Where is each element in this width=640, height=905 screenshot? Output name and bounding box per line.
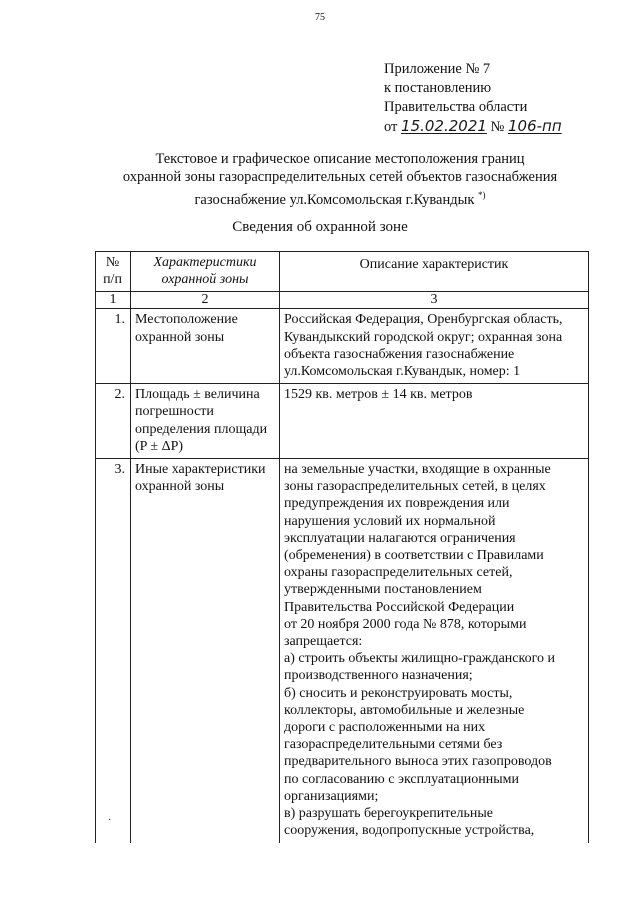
protected-zone-table [95, 251, 589, 843]
page-number: 75 [315, 12, 325, 23]
characteristic-line: Местоположение [135, 312, 238, 328]
table-row [96, 459, 589, 843]
title-line-3 [80, 186, 600, 209]
characteristic-line: охранной зоны [135, 479, 225, 495]
appendix-line-3: Правительства области [384, 99, 528, 115]
description-line: объекта газоснабжения газоснабжение [284, 346, 515, 362]
description-line: охраны газораспределительных сетей, [284, 565, 513, 581]
description-line: от 20 ноября 2000 года № 878, которыми [284, 616, 527, 632]
header-number-line-1: № [105, 255, 120, 270]
description-line: утвержденными постановлением [284, 582, 482, 598]
characteristic-line: (P ± ΔP) [135, 438, 184, 454]
row-description [280, 309, 589, 384]
description-line: Российская Федерация, Оренбургская область, [284, 312, 563, 328]
appendix-date-line [384, 117, 562, 137]
characteristic-line: Иные характеристики [135, 462, 266, 478]
description-line: дороги с расположенными на них [284, 720, 486, 736]
index-cell-3: 3 [280, 292, 589, 309]
header-characteristics [131, 252, 280, 292]
characteristic-line: охранной зоны [135, 329, 225, 345]
appendix-line-2: к постановлению [384, 80, 492, 96]
row-description [280, 384, 589, 459]
title-line-1: Текстовое и графическое описание местоположения границ [155, 151, 525, 167]
description-line: по согласованию с эксплуатационными [284, 771, 519, 787]
description-line: организациями; [284, 788, 379, 804]
from-label: от [384, 119, 398, 135]
description-line: ул.Комсомольская г.Кувандык, номер: 1 [284, 364, 521, 380]
characteristic-line: Площадь ± величина [135, 387, 260, 403]
title-line-2: охранной зоны газораспределительных сетей объектов газоснабжения [122, 169, 558, 185]
characteristic-line: определения площади [135, 421, 268, 437]
description-line: Правительства Российской Федерации [284, 599, 515, 615]
description-line: б) сносить и реконструировать мосты, [284, 685, 513, 701]
description-line: зоны газораспределительных сетей, в целях [284, 479, 546, 495]
table-row [96, 309, 589, 384]
description-line: газораспределительными сетями без [284, 737, 503, 753]
description-line: предварительного выноса этих газопроводов [284, 754, 552, 770]
number-label: № [490, 119, 505, 135]
footnote-mark: *) [478, 190, 486, 200]
resolution-date: 15.02.2021 [401, 117, 487, 135]
description-line: а) строить объекты жилищно-гражданского и [284, 651, 555, 667]
description-line: на земельные участки, входящие в охранные [284, 462, 551, 478]
appendix-block [384, 60, 562, 137]
description-line: запрещается: [284, 634, 363, 650]
table-index-row [96, 292, 589, 309]
title-line-3-text: газоснабжение ул.Комсомольская г.Кувандык [194, 191, 475, 208]
row-characteristic [131, 384, 280, 459]
description-line: производственного назначения; [284, 668, 473, 684]
header-number [96, 252, 131, 292]
header-characteristics-line-1: Характеристики [153, 255, 257, 270]
row-characteristic [131, 459, 280, 843]
index-cell-2: 2 [131, 292, 280, 309]
header-description: Описание характеристик [280, 252, 589, 292]
description-line: сооружения, водопропускные устройства, [284, 823, 535, 839]
description-line: (обременения) в соответствии с Правилами [284, 548, 544, 564]
row-number: 2. [96, 384, 131, 459]
characteristic-line: погрешности [135, 404, 214, 420]
row-characteristic [131, 309, 280, 384]
resolution-number: 106-пп [508, 117, 562, 135]
description-line: эксплуатации налагаются ограничения [284, 530, 516, 546]
description-line: коллекторы, автомобильные и железные [284, 702, 525, 718]
document-title [80, 150, 600, 209]
description-line: 1529 кв. метров ± 14 кв. метров [284, 387, 473, 403]
row-number: 3. [96, 459, 131, 843]
header-characteristics-line-2: охранной зоны [161, 272, 249, 288]
index-cell-1: 1 [96, 292, 131, 309]
description-line: Кувандыкский городской округ; охранная зона [284, 329, 563, 345]
row-description [280, 459, 589, 843]
description-line: нарушения условий их нормальной [284, 513, 496, 529]
description-line: в) разрушать берегоукрепительные [284, 806, 494, 822]
scan-mark: · [108, 815, 112, 826]
table-header-row [96, 252, 589, 292]
appendix-line-1: Приложение № 7 [384, 61, 491, 77]
description-line: предупреждения их повреждения или [284, 496, 510, 512]
table-row [96, 384, 589, 459]
section-title: Сведения об охранной зоне [232, 219, 408, 235]
header-number-line-2: п/п [103, 272, 122, 288]
row-number: 1. [96, 309, 131, 384]
